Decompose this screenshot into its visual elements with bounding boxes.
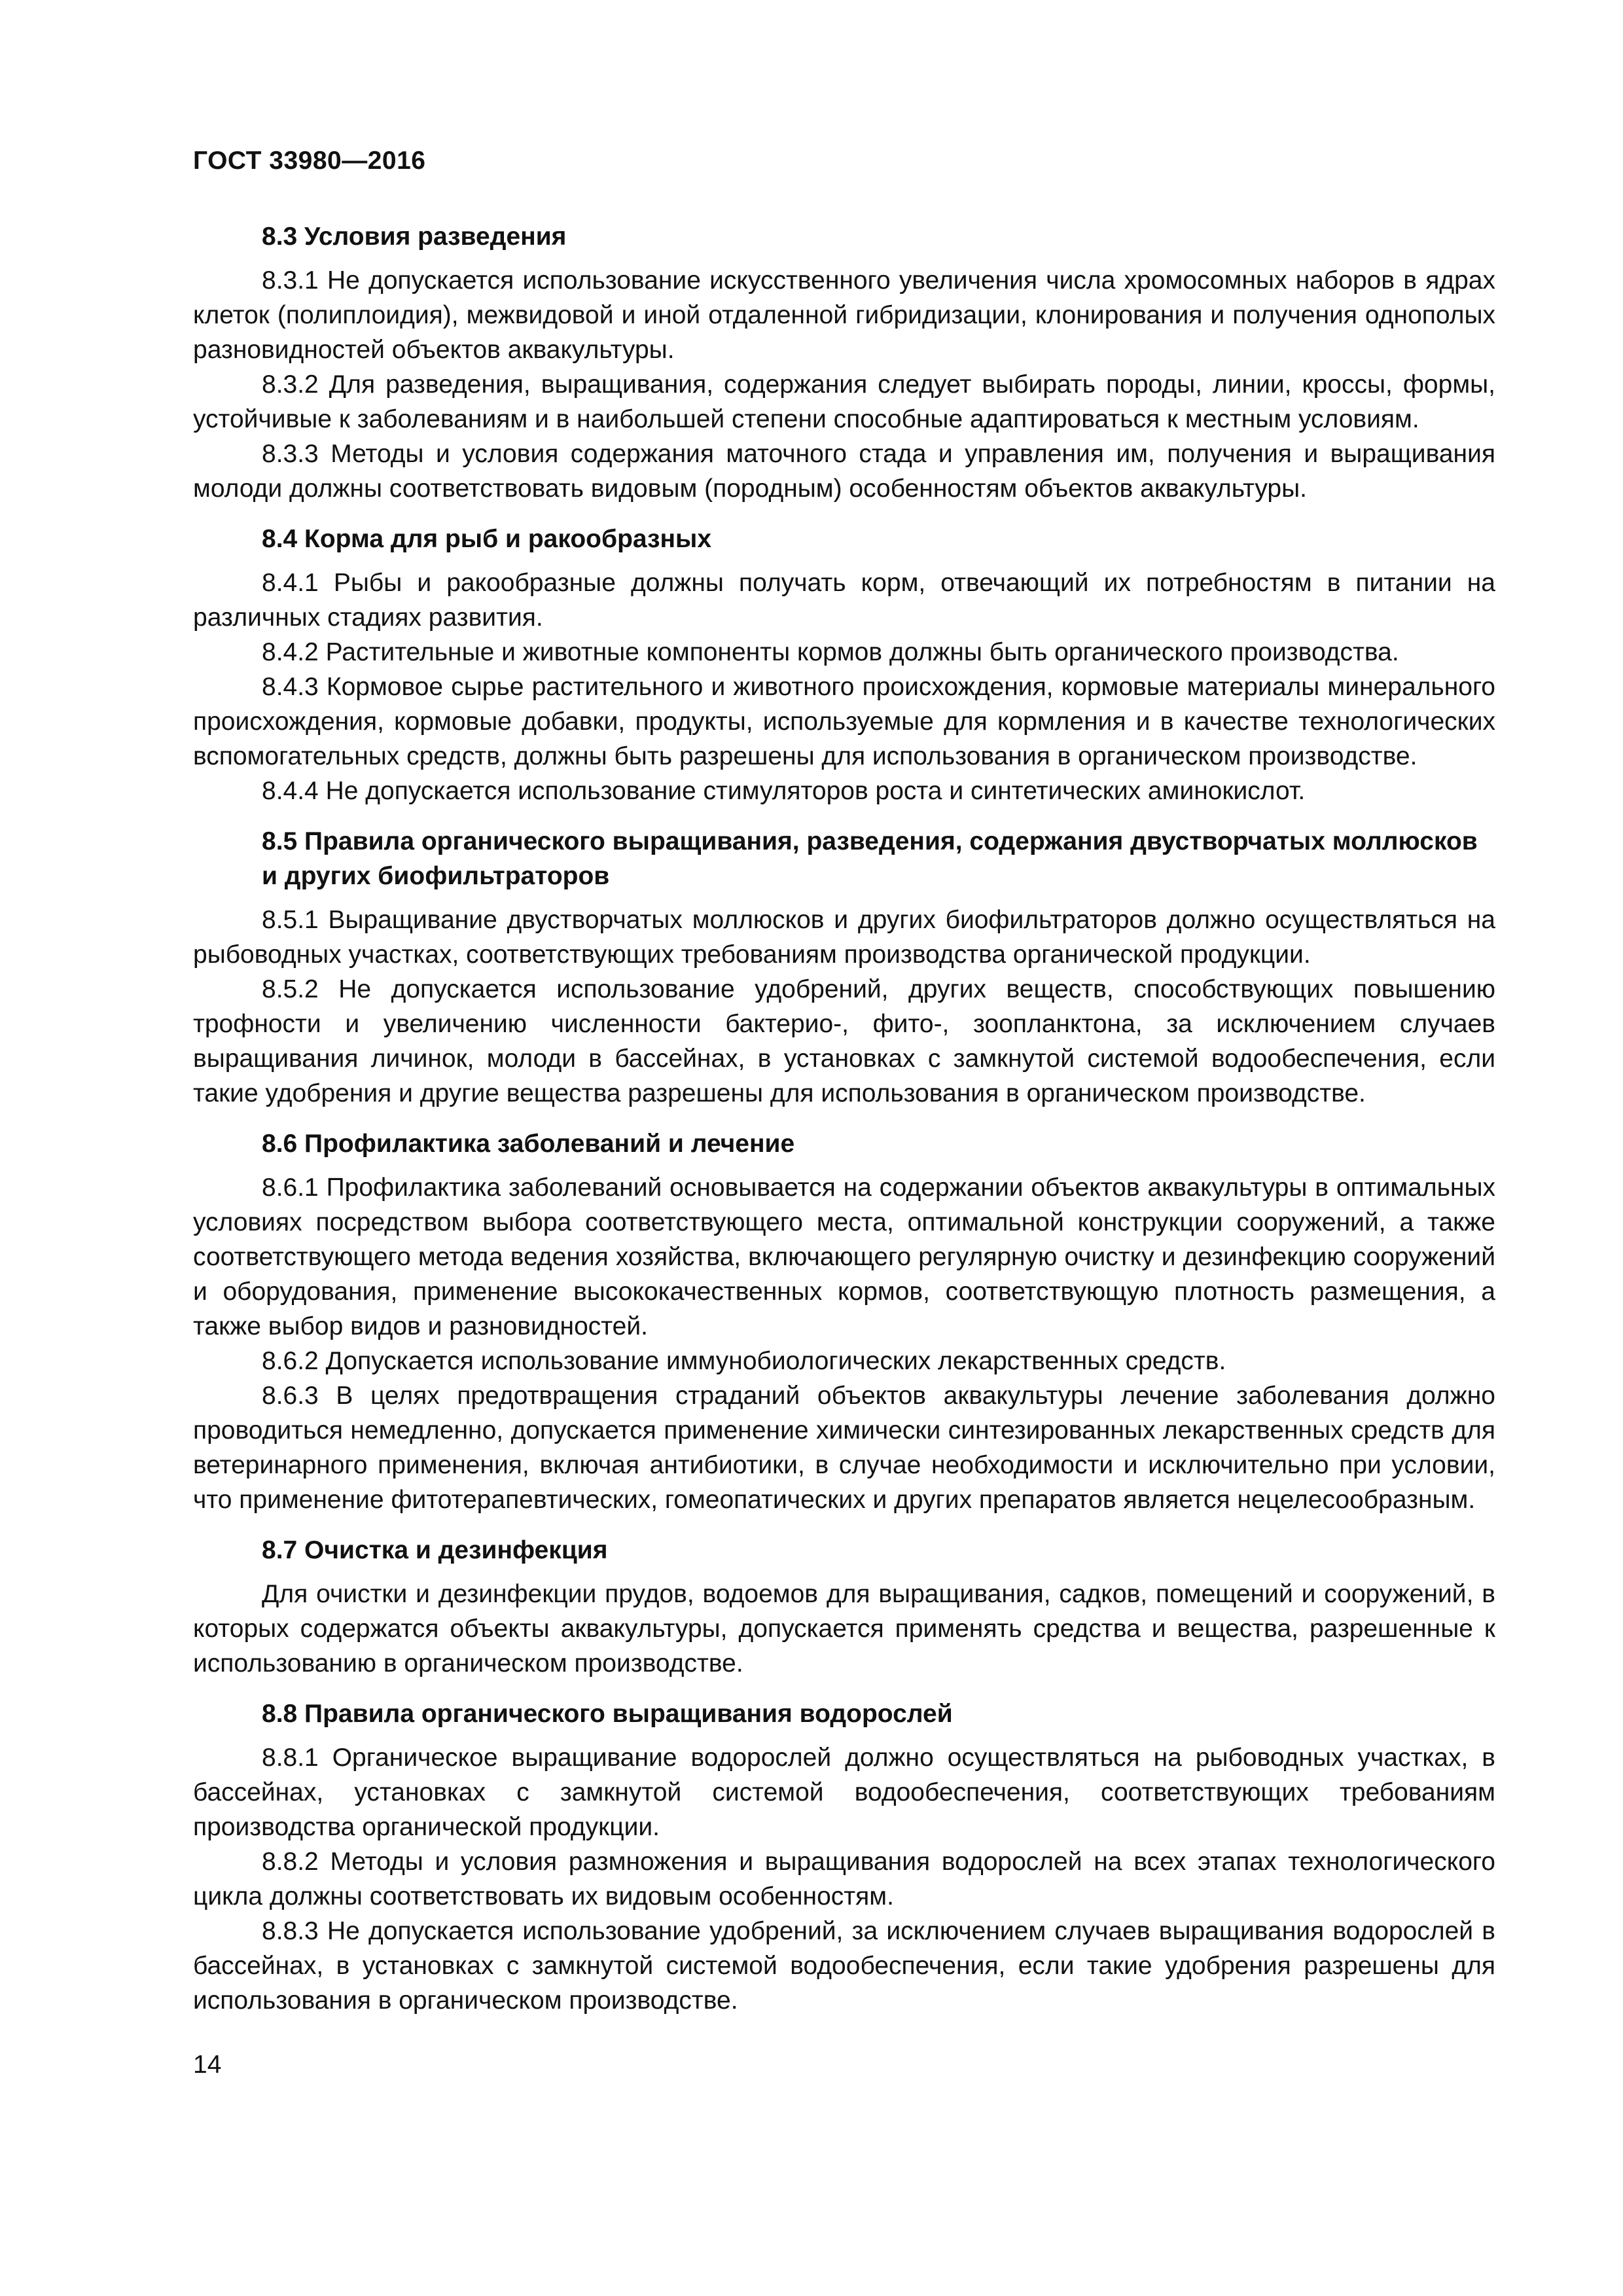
paragraph: 8.4.1 Рыбы и ракообразные должны получать корм, отвечающий их потребностям в питании на различных стадиях развития.: [193, 569, 1495, 632]
paragraph: 8.3.3 Методы и условия содержания маточного стада и управления им, получения и выращивания молоди должны соответствовать видовым (породным) особенностям объектов аквакультуры.: [193, 440, 1495, 503]
section-8-5: [193, 824, 1495, 1111]
paragraph: 8.6.3 В целях предотвращения страданий объектов аквакультуры лечение заболевания должно проводиться немедленно, допускается применение химически синтезированных лекарственных средств для ветеринарного применения, включая антибиотики, в случае необходимости и исключительно при условии, что применение фитотерапевтических, гомеопатических и других препаратов является нецелесообразным.: [193, 1382, 1495, 1514]
section-8-7: [193, 1533, 1495, 1681]
section-8-4: [193, 522, 1495, 808]
paragraph: 8.6.1 Профилактика заболеваний основывается на содержании объектов аквакультуры в оптимальных условиях посредством выбора соответствующего места, оптимальной конструкции сооружений, а также соответствующего метода ведения хозяйства, включающего регулярную очистку и дезинфекцию сооружений и оборудования, применение высококачественных кормов, соответствующую плотность размещения, а также выбор видов и разновидностей.: [193, 1174, 1495, 1340]
paragraph: 8.3.1 Не допускается использование искусственного увеличения числа хромосомных наборов в ядрах клеток (полиплоидия), межвидовой и иной отдаленной гибридизации, клонирования и получения однополых разновидностей объектов аквакультуры.: [193, 266, 1495, 364]
section-title: 8.4 Корма для рыб и ракообразных: [262, 525, 712, 553]
paragraph: 8.3.2 Для разведения, выращивания, содержания следует выбирать породы, линии, кроссы, формы, устойчивые к заболеваниям и в наибольшей степени способные адаптироваться к местным условиям.: [193, 370, 1495, 433]
paragraph: 8.4.3 Кормовое сырье растительного и животного происхождения, кормовые материалы минерального происхождения, кормовые добавки, продукты, используемые для кормления и в качестве технологических вспомогательных средств, должны быть разрешены для использования в органическом производстве.: [193, 673, 1495, 770]
document-code: ГОСТ 33980—2016: [193, 147, 426, 175]
paragraph: 8.5.2 Не допускается использование удобрений, других веществ, способствующих повышению трофности и увеличению численности бактерио-, фито-, зоопланктона, за исключением случаев выращивания личинок, молоди в бассейнах, в установках с замкнутой системой водообеспечения, если такие удобрения и другие вещества разрешены для использования в органическом производстве.: [193, 975, 1495, 1107]
section-8-6: [193, 1126, 1495, 1517]
paragraph: 8.4.4 Не допускается использование стимуляторов роста и синтетических аминокислот.: [262, 777, 1306, 805]
paragraph: Для очистки и дезинфекции прудов, водоемов для выращивания, садков, помещений и сооружений, в которых содержатся объекты аквакультуры, допускается применять средства и вещества, разрешенные к использованию в органическом производстве.: [193, 1580, 1495, 1677]
section-title: 8.6 Профилактика заболеваний и лечение: [262, 1130, 795, 1158]
section-8-8: [193, 1696, 1495, 2018]
section-title: 8.8 Правила органического выращивания водорослей: [262, 1700, 953, 1728]
paragraph: 8.4.2 Растительные и животные компоненты кормов должны быть органического производства.: [262, 638, 1399, 666]
paragraph: 8.8.3 Не допускается использование удобрений, за исключением случаев выращивания водорослей в бассейнах, в установках с замкнутой системой водообеспечения, если такие удобрения разрешены для использования в органическом производстве.: [193, 1917, 1495, 2015]
paragraph: 8.5.1 Выращивание двустворчатых моллюсков и других биофильтраторов должно осуществляться на рыбоводных участках, соответствующих требованиям производства органической продукции.: [193, 906, 1495, 969]
paragraph: 8.8.1 Органическое выращивание водорослей должно осуществляться на рыбоводных участках, в бассейнах, установках с замкнутой системой водообеспечения, соответствующих требованиям производства органической продукции.: [193, 1744, 1495, 1841]
section-8-3: [193, 219, 1495, 506]
paragraph: 8.6.2 Допускается использование иммунобиологических лекарственных средств.: [262, 1347, 1226, 1375]
document-body: [193, 219, 1495, 2034]
section-title: 8.3 Условия разведения: [262, 223, 567, 251]
section-title: 8.5 Правила органического выращивания, разведения, содержания двустворчатых моллюсков и других биофильтраторов: [262, 827, 1478, 890]
page-number: 14: [193, 2051, 222, 2079]
section-title: 8.7 Очистка и дезинфекция: [262, 1536, 608, 1564]
paragraph: 8.8.2 Методы и условия размножения и выращивания водорослей на всех этапах технологического цикла должны соответствовать их видовым особенностям.: [193, 1848, 1495, 1910]
